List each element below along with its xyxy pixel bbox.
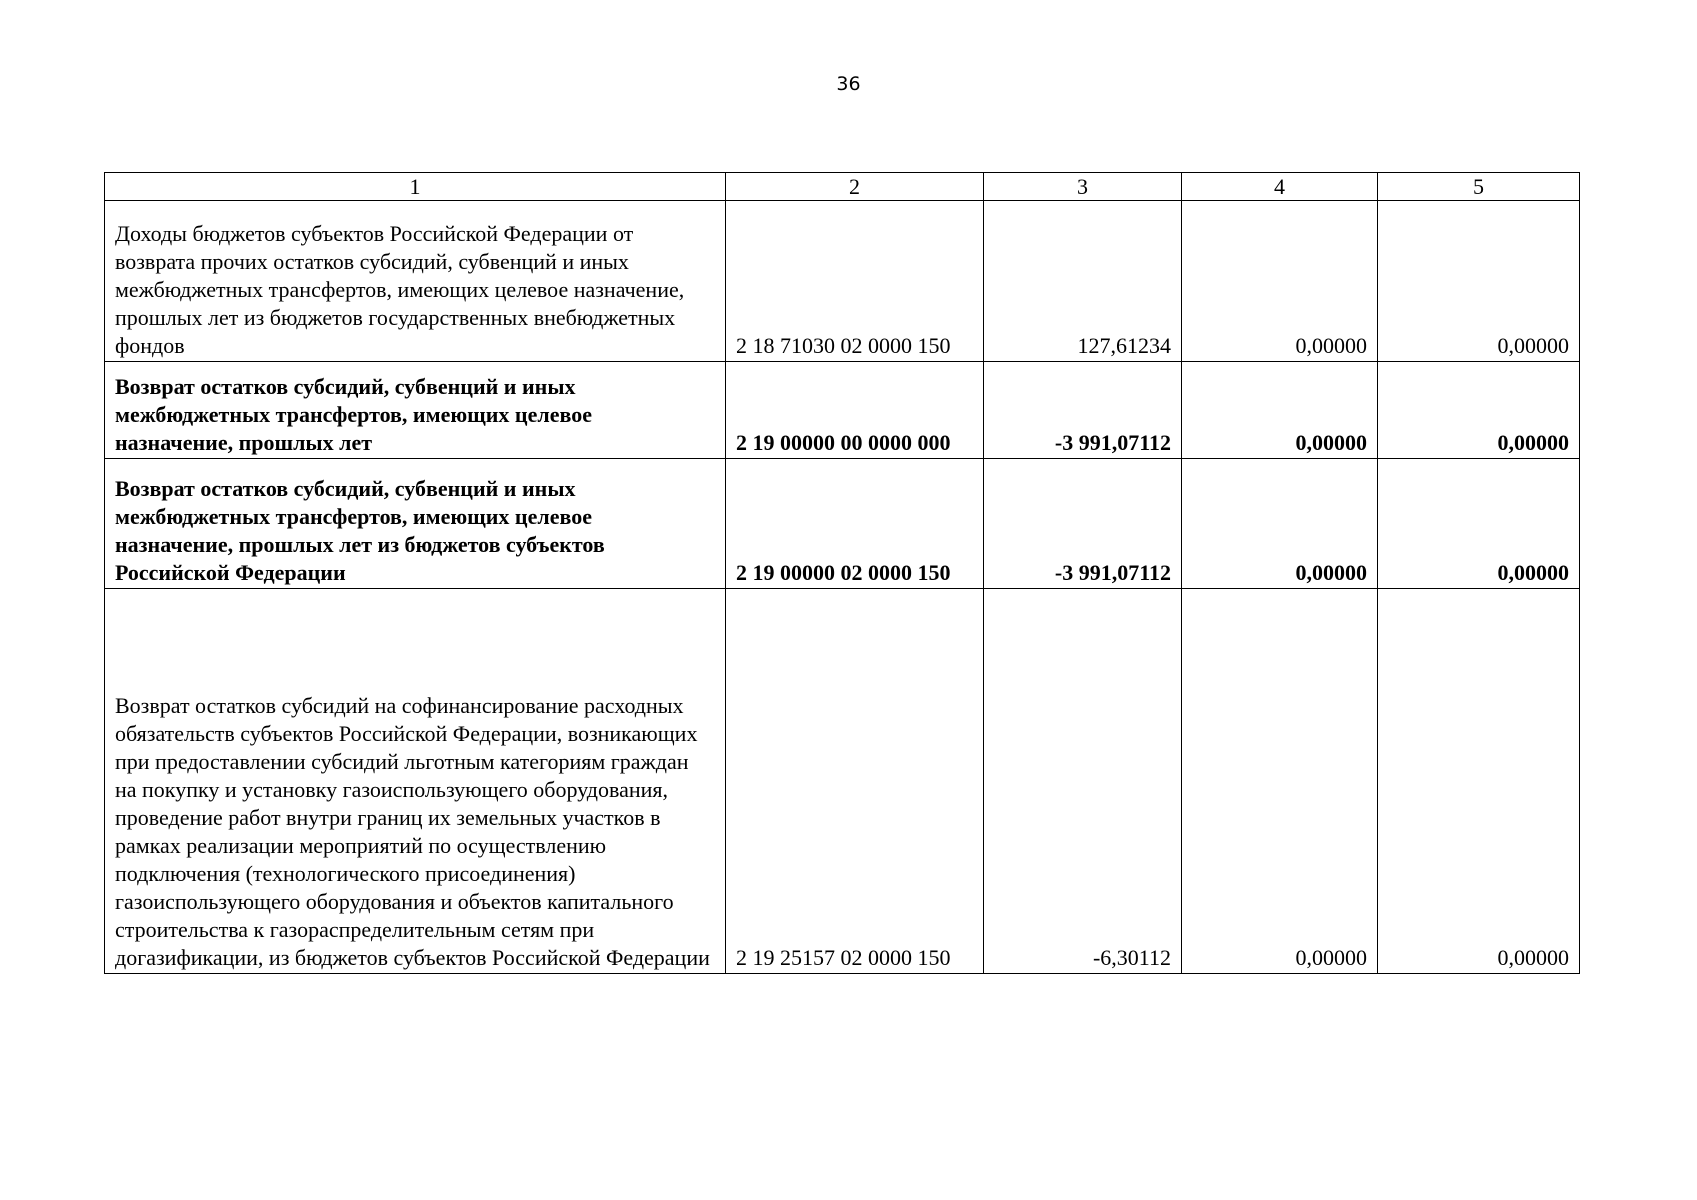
budget-table (104, 172, 1580, 974)
row-value-col3: -6,30112 (984, 589, 1182, 974)
row-code-cell: 2 19 25157 02 0000 150 (726, 589, 984, 974)
row-code-cell: 2 19 00000 00 0000 000 (726, 362, 984, 459)
row-name-cell: Возврат остатков субсидий, субвенций и иных межбюджетных трансфертов, имеющих целевое назначение, прошлых лет из бюджетов субъектов Российской Федерации (105, 459, 726, 589)
header-cell-2: 2 (726, 173, 984, 201)
table-row (105, 459, 1580, 589)
header-cell-5: 5 (1378, 173, 1580, 201)
row-code-cell: 2 19 00000 02 0000 150 (726, 459, 984, 589)
row-value-col4: 0,00000 (1182, 589, 1378, 974)
header-cell-3: 3 (984, 173, 1182, 201)
table-row (105, 362, 1580, 459)
row-name-cell: Возврат остатков субсидий, субвенций и иных межбюджетных трансфертов, имеющих целевое назначение, прошлых лет (105, 362, 726, 459)
header-cell-1: 1 (105, 173, 726, 201)
row-name-cell: Доходы бюджетов субъектов Российской Федерации от возврата прочих остатков субсидий, субвенций и иных межбюджетных трансфертов, имеющих целевое назначение, прошлых лет из бюджетов государственных внебюджетных фондов (105, 201, 726, 362)
row-value-col5: 0,00000 (1378, 459, 1580, 589)
header-cell-4: 4 (1182, 173, 1378, 201)
row-value-col4: 0,00000 (1182, 362, 1378, 459)
table-row (105, 589, 1580, 974)
row-value-col3: 127,61234 (984, 201, 1182, 362)
row-value-col3: -3 991,07112 (984, 459, 1182, 589)
table-header-row (105, 173, 1580, 201)
row-name-cell: Возврат остатков субсидий на софинансирование расходных обязательств субъектов Российской Федерации, возникающих при предоставлении субсидий льготным категориям граждан на покупку и установку газоиспользующего оборудования, проведение работ внутри границ их земельных участков в рамках реализации мероприятий по осуществлению подключения (технологического присоединения) газоиспользующего оборудования и объектов капитального строительства к газораспределительным сетям при догазификации, из бюджетов субъектов Российской Федерации (105, 589, 726, 974)
row-value-col5: 0,00000 (1378, 362, 1580, 459)
row-value-col4: 0,00000 (1182, 201, 1378, 362)
page-number: 36 (836, 73, 861, 95)
row-value-col3: -3 991,07112 (984, 362, 1182, 459)
table-row (105, 201, 1580, 362)
row-code-cell: 2 18 71030 02 0000 150 (726, 201, 984, 362)
row-value-col5: 0,00000 (1378, 589, 1580, 974)
row-value-col5: 0,00000 (1378, 201, 1580, 362)
row-value-col4: 0,00000 (1182, 459, 1378, 589)
